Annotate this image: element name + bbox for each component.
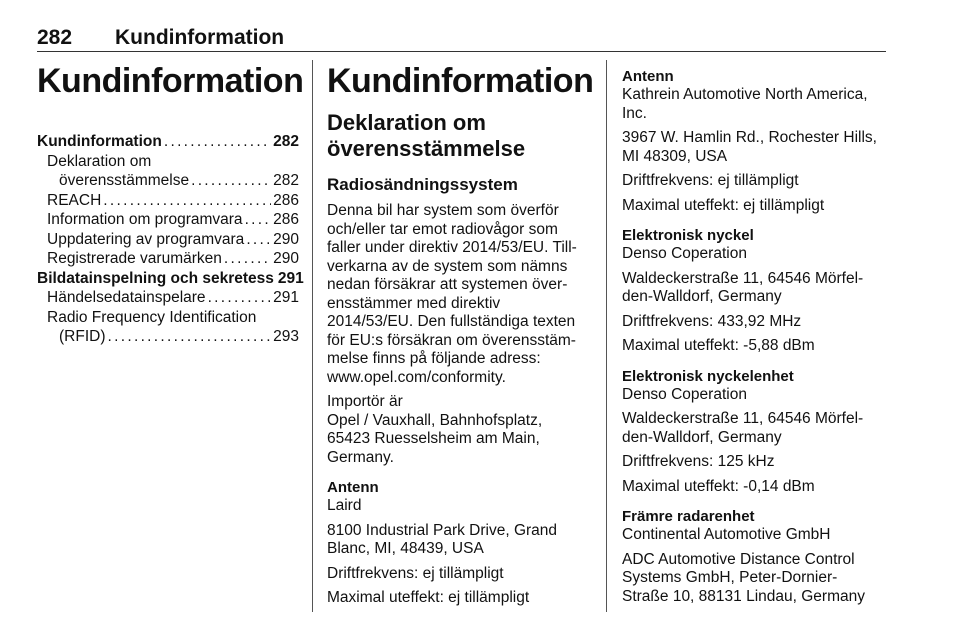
key-unit-frequency: Driftfrekvens: 125 kHz <box>622 453 775 470</box>
antenna2-power: Maximal uteffekt: ej tillämpligt <box>622 196 825 214</box>
column-divider-1 <box>312 60 313 612</box>
key-maker: Denso Coperation <box>622 245 747 262</box>
toc-entry-page: 291 <box>273 289 299 306</box>
intro-line: nedan försäkrar att systemen över- <box>327 276 568 293</box>
key-unit-heading: Elektronisk nyckelenhet <box>622 367 794 385</box>
toc-entry-page: 286 <box>273 191 299 209</box>
radar-address <box>622 551 886 607</box>
address-line: Blanc, MI, 48439, USA <box>327 540 484 557</box>
toc-leader-dots <box>164 132 271 152</box>
toc-entry[interactable] <box>37 210 299 230</box>
page-header <box>37 26 886 52</box>
key-unit-address <box>622 410 886 447</box>
toc-entry[interactable] <box>37 171 299 191</box>
intro-line: melse finns på följande adress: <box>327 350 541 367</box>
address-line: Systems GmbH, Peter-Dornier- <box>622 569 838 586</box>
toc-leader-dots <box>224 249 271 269</box>
antenna2-maker <box>622 86 886 123</box>
section-title-line1: Deklaration om <box>327 110 486 135</box>
toc-entry-page: 282 <box>273 133 299 150</box>
toc-leader-dots <box>103 191 271 211</box>
toc-entry[interactable] <box>37 230 299 250</box>
intro-line: faller under direktiv 2014/53/EU. Till- <box>327 239 577 256</box>
right-column <box>622 60 886 612</box>
intro-paragraph <box>327 202 593 387</box>
address-line: MI 48309, USA <box>622 147 728 165</box>
toc-entry[interactable] <box>37 327 299 347</box>
toc-entry-page: 282 <box>273 172 299 189</box>
toc-entry[interactable] <box>37 132 299 152</box>
intro-line: och/eller tar emot radiovågor som <box>327 220 558 238</box>
address-line: 3967 W. Hamlin Rd., Rochester Hills, <box>622 129 877 146</box>
antenna-maker: Laird <box>327 497 362 514</box>
key-heading: Elektronisk nyckel <box>622 227 754 244</box>
toc-leader-dots <box>191 171 271 191</box>
address-line: Waldeckerstraße 11, 64546 Mörfel- <box>622 269 864 287</box>
toc-leader-dots <box>208 288 272 308</box>
toc-entry[interactable] <box>37 308 299 328</box>
toc-entry[interactable] <box>37 152 299 172</box>
section-title-line2: överensstämmelse <box>327 136 526 161</box>
address-line: 8100 Industrial Park Drive, Grand <box>327 521 558 539</box>
toc-entry-page: 290 <box>273 250 299 267</box>
importer-line: 65423 Ruesselsheim am Main, <box>327 430 540 447</box>
toc-entry-label: Uppdatering av programvara <box>47 230 245 248</box>
maker-line: Kathrein Automotive North America, <box>622 86 868 103</box>
section-title <box>327 110 593 162</box>
importer-line: Opel / Vauxhall, Bahnhofsplatz, <box>327 411 543 429</box>
intro-line: 2014/53/EU. Den fullständiga texten <box>327 313 576 330</box>
antenna2-heading: Antenn <box>622 68 674 85</box>
importer-line: Importör är <box>327 393 403 410</box>
intro-line: verkarna av de system som nämns <box>327 257 568 275</box>
address-line: den-Walldorf, Germany <box>622 288 782 305</box>
antenna2-address <box>622 129 886 166</box>
toc-entry-label: Radio Frequency Identification <box>47 308 257 326</box>
toc-entry-label: Registrerade varumärken <box>47 250 222 267</box>
toc-title: Kundinformation <box>37 62 304 100</box>
radar-maker: Continental Automotive GmbH <box>622 526 831 543</box>
intro-line: ensstämmer med direktiv <box>327 294 501 312</box>
chapter-title: Kundinformation <box>327 62 594 100</box>
toc-entry[interactable] <box>37 249 299 269</box>
toc-entry-page: 293 <box>273 328 299 345</box>
toc-entry[interactable] <box>37 288 299 308</box>
toc-entry[interactable] <box>37 191 299 211</box>
toc-leader-dots <box>245 210 272 230</box>
toc-entry-label: (RFID) <box>59 328 106 345</box>
antenna-power: Maximal uteffekt: ej tillämpligt <box>327 589 530 606</box>
address-line: ADC Automotive Distance Control <box>622 550 855 568</box>
key-unit-power: Maximal uteffekt: -0,14 dBm <box>622 477 815 495</box>
toc-entry-page: 286 <box>273 211 299 228</box>
toc-entry[interactable] <box>37 269 304 289</box>
toc-entry-page: 290 <box>273 230 299 248</box>
toc-column <box>37 60 304 347</box>
conformity-url: www.opel.com/conformity. <box>327 368 506 386</box>
toc-entry-label: Bildatainspelning och sekretess <box>37 269 274 287</box>
address-line: Waldeckerstraße 11, 64546 Mörfel- <box>622 410 864 427</box>
toc-entry-label: Deklaration om <box>47 152 152 170</box>
toc-leader-dots <box>108 327 272 347</box>
antenna2-frequency: Driftfrekvens: ej tillämpligt <box>622 172 799 189</box>
maker-line: Inc. <box>622 104 647 122</box>
toc-entry-label: REACH <box>47 191 102 209</box>
intro-line: för EU:s försäkran om överensstäm- <box>327 331 576 349</box>
address-line: Straße 10, 88131 Lindau, Germany <box>622 587 865 605</box>
radar-heading: Främre radarenhet <box>622 508 755 525</box>
toc-entry-label: Händelsedatainspelare <box>47 289 206 306</box>
antenna-address <box>327 522 593 559</box>
main-column <box>327 60 593 614</box>
page-number: 282 <box>37 26 73 49</box>
subsection-title: Radiosändningssystem <box>327 175 518 194</box>
key-unit-maker: Denso Coperation <box>622 385 747 403</box>
key-power: Maximal uteffekt: -5,88 dBm <box>622 337 815 354</box>
toc-entry-page: 291 <box>277 269 304 287</box>
column-divider-2 <box>606 60 607 612</box>
importer-paragraph <box>327 393 593 467</box>
toc-entry-label: Kundinformation <box>37 133 162 150</box>
key-address <box>622 270 886 307</box>
address-line: den-Walldorf, Germany <box>622 428 782 446</box>
key-frequency: Driftfrekvens: 433,92 MHz <box>622 312 802 330</box>
antenna-heading: Antenn <box>327 479 379 496</box>
toc-list <box>37 132 304 347</box>
intro-line: Denna bil har system som överför <box>327 202 559 219</box>
toc-entry-label: överensstämmelse <box>59 172 190 189</box>
running-title: Kundinformation <box>115 26 285 49</box>
toc-entry-label: Information om programvara <box>47 211 243 228</box>
antenna-frequency: Driftfrekvens: ej tillämpligt <box>327 564 504 582</box>
toc-leader-dots <box>246 230 271 250</box>
importer-line: Germany. <box>327 448 394 466</box>
